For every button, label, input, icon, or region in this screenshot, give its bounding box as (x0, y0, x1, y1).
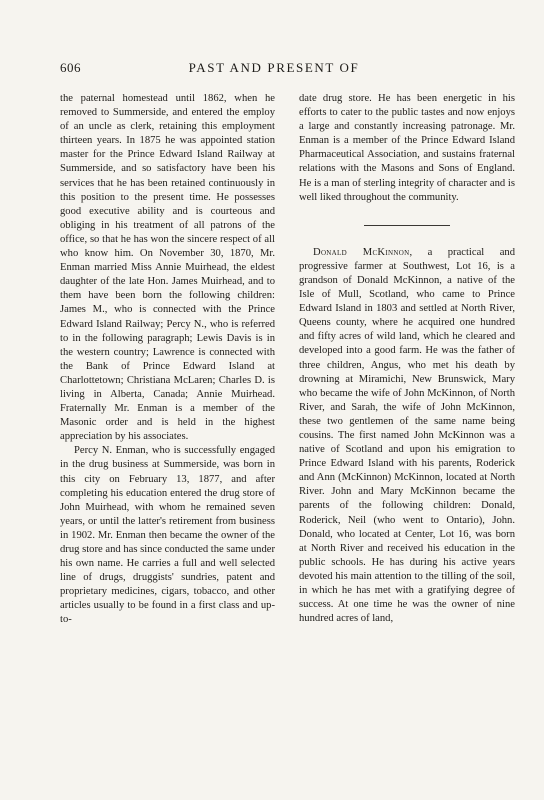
section-divider (364, 225, 450, 226)
paragraph-percy-enman: Percy N. Enman, who is successfully engaged in the drug business at Summerside, was born in this city on February 13, 1877, and after completing his education entered the drug store of John Muirhead, with whom he remained seven years, or until the latter's retirement from business in 1902. Mr. Enman then became the owner of the drug store and has since conducted the same under his own name. He carries a full and well selected line of drugs, druggists' sundries, patent and proprietary medicines, cigars, tobacco, and other articles usually to be found in a first class and up-to- (60, 445, 275, 626)
paragraph-body: , a practical and progressive farmer at Southwest, Lot 16, is a grandson of Donald McKinnon, a native of the Isle of Mull, Scotland, who came to Prince Edward Island in 1803 and settled at North River, Queens county, where he acquired one hundred and fifty acres of wild land, which he cleared and developed into a good farm. He was the father of three children, Angus, who met his death by drowning at Miramichi, New Brunswick, Mary who became the wife of John McKinnon, of North River, and Sarah, the wife of John McKinnon, these two gentlemen of the same name being cousins. The first named John McKinnon was a native of Scotland and upon his emigration to Prince Edward Island with his parents, Roderick and Ann (McKinnon) McKinnon, located at North River. John and Mary McKinnon became the parents of the following children: Donald, Roderick, Neil (who went to Ontario), John. Donald, who located at Center, Lot 16, was born at North River and received his education in the public schools. He has during his active years devoted his main attention to the tilling of the soil, in which he has met with a gratifying degree of success. At one time he was the owner of nine hundred acres of land, (299, 246, 515, 625)
paragraph-donald-mckinnon (299, 246, 515, 627)
left-column (60, 92, 275, 628)
subject-name: Donald McKinnon (313, 246, 410, 258)
running-head: PAST AND PRESENT OF (188, 60, 360, 75)
paragraph-drug-store-continued: date drug store. He has been energetic in his efforts to cater to the public tastes and now enjoys a large and constantly increasing patronage. Mr. Enman is a member of the Prince Edward Island Pharmaceutical Association, and sustains fraternal relations with the Masons and Sons of England. He is a man of sterling integrity of character and is well liked throughout the community. (299, 93, 515, 203)
paragraph-enman-continued: the paternal homestead until 1862, when he removed to Summerside, and entered the employ of an uncle as clerk, retaining this employment thirteen years. In 1875 he was appointed station master for the Prince Edward Island Railway at Summerside, and so satisfactory have been his services that he has been retained continuously in this position to the present time. He possesses good executive ability and is courteous and obliging in his treatment of all patrons of the office, so that he has won the sincere respect of all who know him. On November 30, 1870, Mr. Enman married Miss Annie Muirhead, the eldest daughter of the late Hon. James Muirhead, and to them have been born the following children: James M., who is connected with the Prince Edward Island Railway; Percy N., who is referred to in the following paragraph; Lewis Davis is in the western country; Lawrence is connected with the Bank of Prince Edward Island at Charlottetown; Christiana McLaren; Charles D. is living in Alberta, Canada; Annie Muirhead. Fraternally Mr. Enman is a member of the Masonic order and is held in the highest appreciation by his associates. (60, 93, 275, 443)
right-column (299, 92, 515, 626)
page-header (60, 60, 488, 80)
page-number: 606 (60, 60, 81, 75)
